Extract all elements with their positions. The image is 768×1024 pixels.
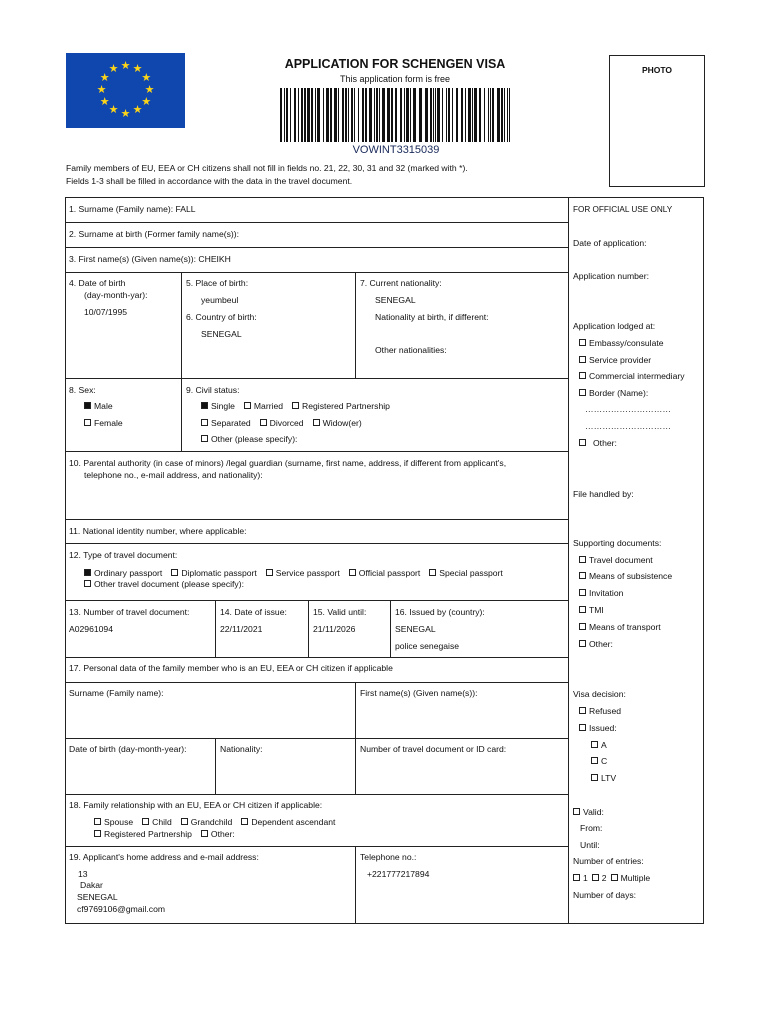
barcode-bar — [461, 88, 463, 142]
barcode-bar — [442, 88, 443, 142]
official-number-of-days: Number of days: — [573, 890, 637, 900]
official-issued: Issued: — [579, 723, 617, 734]
star-icon: ★ — [141, 95, 152, 108]
barcode-bar — [497, 88, 500, 142]
barcode-bar — [369, 88, 372, 142]
star-icon: ★ — [96, 83, 107, 96]
sex-female-option[interactable]: Female — [84, 418, 123, 429]
barcode-bar — [509, 88, 510, 142]
field-2-surname-at-birth[interactable]: 2. Surname at birth (Former family name(s)): — [69, 229, 240, 239]
barcode-bar — [410, 88, 411, 142]
civil-status-separated[interactable]: Separated — [211, 418, 251, 428]
travel-doc-official[interactable]: Official passport — [358, 568, 421, 578]
form-subtitle: This application form is free — [339, 74, 451, 84]
official-valid: Valid: — [573, 807, 604, 818]
barcode-icon — [280, 88, 512, 142]
relationship-partnership[interactable]: Registered Partnership — [104, 829, 192, 839]
star-icon: ★ — [108, 62, 119, 75]
checkbox-icon — [573, 808, 580, 815]
address-line-3[interactable]: SENEGAL — [77, 892, 118, 902]
checkbox-icon — [591, 741, 598, 748]
relationship-dependent[interactable]: Dependent ascendant — [251, 817, 336, 827]
checkbox-icon[interactable] — [313, 419, 320, 426]
civil-status-widow[interactable]: Widow(er) — [322, 418, 362, 428]
barcode-bar — [290, 88, 291, 142]
relationship-other[interactable]: Other: — [210, 829, 235, 839]
barcode-bar — [456, 88, 458, 142]
barcode-bar — [338, 88, 339, 142]
field-19-label: 19. Applicant's home address and e-mail address: — [69, 852, 259, 862]
barcode-bar — [301, 88, 303, 142]
telephone-label: Telephone no.: — [360, 852, 417, 862]
barcode-bar — [507, 88, 508, 142]
field-12-label: 12. Type of travel document: — [69, 550, 178, 560]
barcode-bar — [294, 88, 296, 142]
checkbox-icon — [592, 874, 599, 881]
barcode-bar — [490, 88, 491, 142]
field-4-sublabel: (day-month-yar): — [84, 290, 148, 300]
field-4-label: 4. Date of birth — [69, 278, 126, 288]
civil-status-single[interactable]: Single — [211, 401, 235, 411]
barcode-bar — [433, 88, 434, 142]
relationship-row-1 — [94, 817, 335, 828]
travel-doc-service[interactable]: Service passport — [275, 568, 340, 578]
official-lodged-at: Application lodged at: — [573, 321, 656, 331]
official-refused: Refused — [579, 706, 621, 717]
barcode-bar — [382, 88, 385, 142]
barcode-bar — [334, 88, 337, 142]
relationship-child[interactable]: Child — [152, 817, 172, 827]
barcode-bar — [358, 88, 359, 142]
travel-doc-special[interactable]: Special passport — [439, 568, 503, 578]
official-entries-options: 1 2 Multiple — [573, 873, 650, 884]
official-other: Other: — [579, 438, 617, 449]
checkbox-icon[interactable] — [266, 569, 273, 576]
checkbox-icon — [579, 606, 586, 613]
official-invitation: Invitation — [579, 588, 623, 599]
official-tmi: TMI — [579, 605, 604, 616]
official-subsistence: Means of subsistence — [579, 571, 672, 582]
barcode-bar — [425, 88, 428, 142]
checkbox-icon[interactable] — [84, 580, 91, 587]
field-15-value[interactable]: 21/11/2026 — [313, 624, 356, 634]
barcode-bar — [323, 88, 324, 142]
sex-male-option[interactable]: Male — [84, 401, 113, 412]
barcode-bar — [307, 88, 310, 142]
relationship-grandchild[interactable]: Grandchild — [190, 817, 233, 827]
barcode-bar — [435, 88, 436, 142]
field-10-line-2: telephone no., e-mail address, and nationality): — [84, 470, 263, 480]
checkbox-icon[interactable] — [201, 830, 208, 837]
field-14-value[interactable]: 22/11/2021 — [220, 624, 263, 634]
official-use-title: FOR OFFICIAL USE ONLY — [573, 205, 673, 214]
official-commercial: Commercial intermediary — [579, 371, 685, 382]
barcode-bar — [304, 88, 306, 142]
official-other-2: Other: — [579, 639, 613, 650]
checkbox-icon[interactable] — [429, 569, 436, 576]
official-dots-2: ………………………… — [585, 421, 671, 431]
star-icon: ★ — [120, 59, 131, 72]
barcode-bar — [404, 88, 405, 142]
field-9-label: 9. Civil status: — [186, 385, 240, 395]
relationship-row-2 — [94, 829, 235, 840]
relationship-spouse[interactable]: Spouse — [104, 817, 134, 827]
barcode-bar — [284, 88, 285, 142]
address-line-1[interactable]: 13 — [78, 869, 88, 879]
eu-flag-icon — [66, 53, 185, 128]
barcode-bar — [345, 88, 347, 142]
field-10-line-1: 10. Parental authority (in case of minors) /legal guardian (surname, first name, address, if different from applicant's, — [69, 458, 507, 468]
field-16-value[interactable]: SENEGAL — [395, 624, 436, 634]
checkbox-icon[interactable] — [94, 830, 101, 837]
barcode-bar — [474, 88, 477, 142]
barcode-bar — [452, 88, 453, 142]
star-icon: ★ — [132, 62, 143, 75]
barcode-bar — [317, 88, 320, 142]
barcode-bar — [413, 88, 416, 142]
travel-doc-diplomatic[interactable]: Diplomatic passport — [181, 568, 257, 578]
barcode-bar — [488, 88, 489, 142]
checkbox-icon[interactable] — [94, 818, 101, 825]
field-15-label: 15. Valid until: — [313, 607, 367, 617]
barcode-bar — [437, 88, 440, 142]
barcode-bar — [354, 88, 355, 142]
checkbox-checked-icon[interactable] — [84, 569, 91, 576]
telephone-value[interactable]: +221777217894 — [367, 869, 430, 879]
barcode-bar — [280, 88, 282, 142]
checkbox-icon[interactable] — [181, 818, 188, 825]
travel-doc-other[interactable]: Other travel document (please specify): — [84, 579, 244, 590]
civil-status-partnership[interactable]: Registered Partnership — [302, 401, 390, 411]
travel-doc-ordinary[interactable]: Ordinary passport — [94, 568, 163, 578]
star-icon: ★ — [144, 83, 155, 96]
field-7-nationality-at-birth[interactable]: Nationality at birth, if different: — [375, 312, 489, 322]
note-line-2: Fields 1-3 shall be filled in accordance with the data in the travel document. — [66, 176, 353, 186]
travel-doc-row-1 — [84, 568, 503, 579]
barcode-bar — [448, 88, 450, 142]
barcode-bar — [365, 88, 367, 142]
official-visa-decision: Visa decision: — [573, 689, 626, 699]
checkbox-icon — [611, 874, 618, 881]
photo-label: PHOTO — [641, 65, 673, 75]
checkbox-checked-icon[interactable] — [201, 402, 208, 409]
field-17-label: 17. Personal data of the family member who is an EU, EEA or CH citizen if applicable — [69, 663, 393, 673]
field-17-date-of-birth[interactable]: Date of birth (day-month-year): — [69, 744, 187, 754]
star-icon: ★ — [141, 71, 152, 84]
star-icon: ★ — [132, 104, 143, 117]
official-until: Until: — [580, 840, 600, 850]
field-7-other-nationalities[interactable]: Other nationalities: — [375, 345, 447, 355]
checkbox-icon — [591, 774, 598, 781]
checkbox-icon[interactable] — [201, 435, 208, 442]
field-8-label: 8. Sex: — [69, 385, 96, 395]
barcode-bar — [501, 88, 503, 142]
official-application-number: Application number: — [573, 271, 649, 281]
barcode-bar — [351, 88, 353, 142]
barcode-bar — [286, 88, 288, 142]
official-visa-c: C — [591, 756, 607, 767]
barcode-bar — [374, 88, 375, 142]
barcode-bar — [419, 88, 422, 142]
barcode-bar — [492, 88, 494, 142]
checkbox-icon — [579, 339, 586, 346]
field-5-label: 5. Place of birth: — [186, 278, 249, 288]
checkbox-icon[interactable] — [260, 419, 267, 426]
field-13-value[interactable]: A02961094 — [69, 624, 113, 634]
barcode-bar — [298, 88, 299, 142]
barcode-bar — [484, 88, 485, 142]
civil-status-row-2 — [201, 418, 362, 429]
field-6-label: 6. Country of birth: — [186, 312, 257, 322]
field-11-national-id[interactable]: 11. National identity number, where applicable: — [69, 526, 247, 536]
field-16-label: 16. Issued by (country): — [395, 607, 485, 617]
checkbox-icon[interactable] — [349, 569, 356, 576]
official-transport: Means of transport — [579, 622, 661, 633]
field-16-value-2[interactable]: police senegaise — [395, 641, 460, 651]
barcode-bar — [342, 88, 344, 142]
official-visa-ltv: LTV — [591, 773, 616, 784]
barcode-bar — [348, 88, 349, 142]
barcode-bar — [465, 88, 466, 142]
barcode-bar — [395, 88, 397, 142]
barcode-bar — [326, 88, 329, 142]
barcode-bar — [379, 88, 380, 142]
checkbox-icon — [573, 874, 580, 881]
field-5-value[interactable]: yeumbeul — [201, 295, 239, 305]
checkbox-icon — [579, 589, 586, 596]
barcode-bar — [468, 88, 471, 142]
star-icon: ★ — [99, 71, 110, 84]
field-1-surname[interactable]: 1. Surname (Family name): FALL — [69, 204, 196, 214]
field-17-nationality[interactable]: Nationality: — [220, 744, 263, 754]
barcode-bar — [315, 88, 316, 142]
civil-status-other[interactable]: Other (please specify): — [201, 434, 297, 445]
official-file-handled: File handled by: — [573, 489, 634, 499]
civil-status-married[interactable]: Married — [253, 401, 284, 411]
checkbox-icon[interactable] — [142, 818, 149, 825]
barcode-bar — [387, 88, 390, 142]
checkbox-checked-icon[interactable] — [84, 402, 91, 409]
official-service-provider: Service provider — [579, 355, 651, 366]
form-title: APPLICATION FOR SCHENGEN VISA — [284, 57, 506, 71]
field-13-label: 13. Number of travel document: — [69, 607, 190, 617]
star-icon: ★ — [120, 107, 131, 120]
checkbox-icon — [579, 356, 586, 363]
field-6-value[interactable]: SENEGAL — [201, 329, 242, 339]
official-embassy: Embassy/consulate — [579, 338, 664, 349]
official-travel-doc: Travel document — [579, 555, 653, 566]
official-number-of-entries: Number of entries: — [573, 856, 644, 866]
field-17-document-number[interactable]: Number of travel document or ID card: — [360, 744, 507, 754]
checkbox-icon[interactable] — [241, 818, 248, 825]
field-4-value[interactable]: 10/07/1995 — [84, 307, 128, 317]
checkbox-icon — [579, 556, 586, 563]
barcode-bar — [330, 88, 332, 142]
checkbox-icon — [579, 640, 586, 647]
civil-status-row-1 — [201, 401, 390, 412]
note-line-1: Family members of EU, EEA or CH citizens shall not fill in fields no. 21, 22, 30, 31 and 32 (marked with *). — [66, 163, 468, 173]
barcode-bar — [472, 88, 473, 142]
checkbox-icon — [579, 724, 586, 731]
barcode-number: VOWINT3315039 — [352, 144, 440, 156]
checkbox-icon[interactable] — [292, 402, 299, 409]
barcode-bar — [362, 88, 364, 142]
address-line-2[interactable]: Dakar — [80, 880, 103, 890]
checkbox-icon — [579, 389, 586, 396]
checkbox-icon — [579, 439, 586, 446]
checkbox-icon[interactable] — [201, 419, 208, 426]
photo-box — [609, 55, 705, 187]
official-supporting-docs: Supporting documents: — [573, 538, 662, 548]
field-14-label: 14. Date of issue: — [220, 607, 287, 617]
star-icon: ★ — [99, 95, 110, 108]
barcode-bar — [376, 88, 378, 142]
field-7-value[interactable]: SENEGAL — [375, 295, 416, 305]
field-7-label: 7. Current nationality: — [360, 278, 442, 288]
checkbox-icon — [591, 757, 598, 764]
checkbox-icon[interactable] — [171, 569, 178, 576]
civil-status-divorced[interactable]: Divorced — [269, 418, 304, 428]
checkbox-icon — [579, 623, 586, 630]
field-17-first-name[interactable]: First name(s) (Given name(s)): — [360, 688, 478, 698]
checkbox-icon[interactable] — [244, 402, 251, 409]
official-date-of-application: Date of application: — [573, 238, 647, 248]
field-18-label: 18. Family relationship with an EU, EEA or CH citizen if applicable: — [69, 800, 323, 810]
checkbox-icon[interactable] — [84, 419, 91, 426]
checkbox-icon — [579, 372, 586, 379]
barcode-bar — [446, 88, 447, 142]
official-border: Border (Name): — [579, 388, 648, 399]
checkbox-icon — [579, 572, 586, 579]
barcode-bar — [479, 88, 481, 142]
barcode-bar — [406, 88, 409, 142]
checkbox-icon — [579, 707, 586, 714]
official-dots-1: ………………………… — [585, 404, 671, 414]
barcode-bar — [400, 88, 402, 142]
star-icon: ★ — [108, 104, 119, 117]
official-from: From: — [580, 823, 603, 833]
email-value[interactable]: cf9769106@gmail.com — [77, 904, 166, 914]
barcode-bar — [391, 88, 393, 142]
field-17-surname[interactable]: Surname (Family name): — [69, 688, 164, 698]
official-visa-a: A — [591, 740, 607, 751]
barcode-bar — [504, 88, 505, 142]
barcode-bar — [430, 88, 432, 142]
barcode-bar — [311, 88, 313, 142]
field-3-first-name[interactable]: 3. First name(s) (Given name(s)): CHEIKH — [69, 254, 231, 264]
